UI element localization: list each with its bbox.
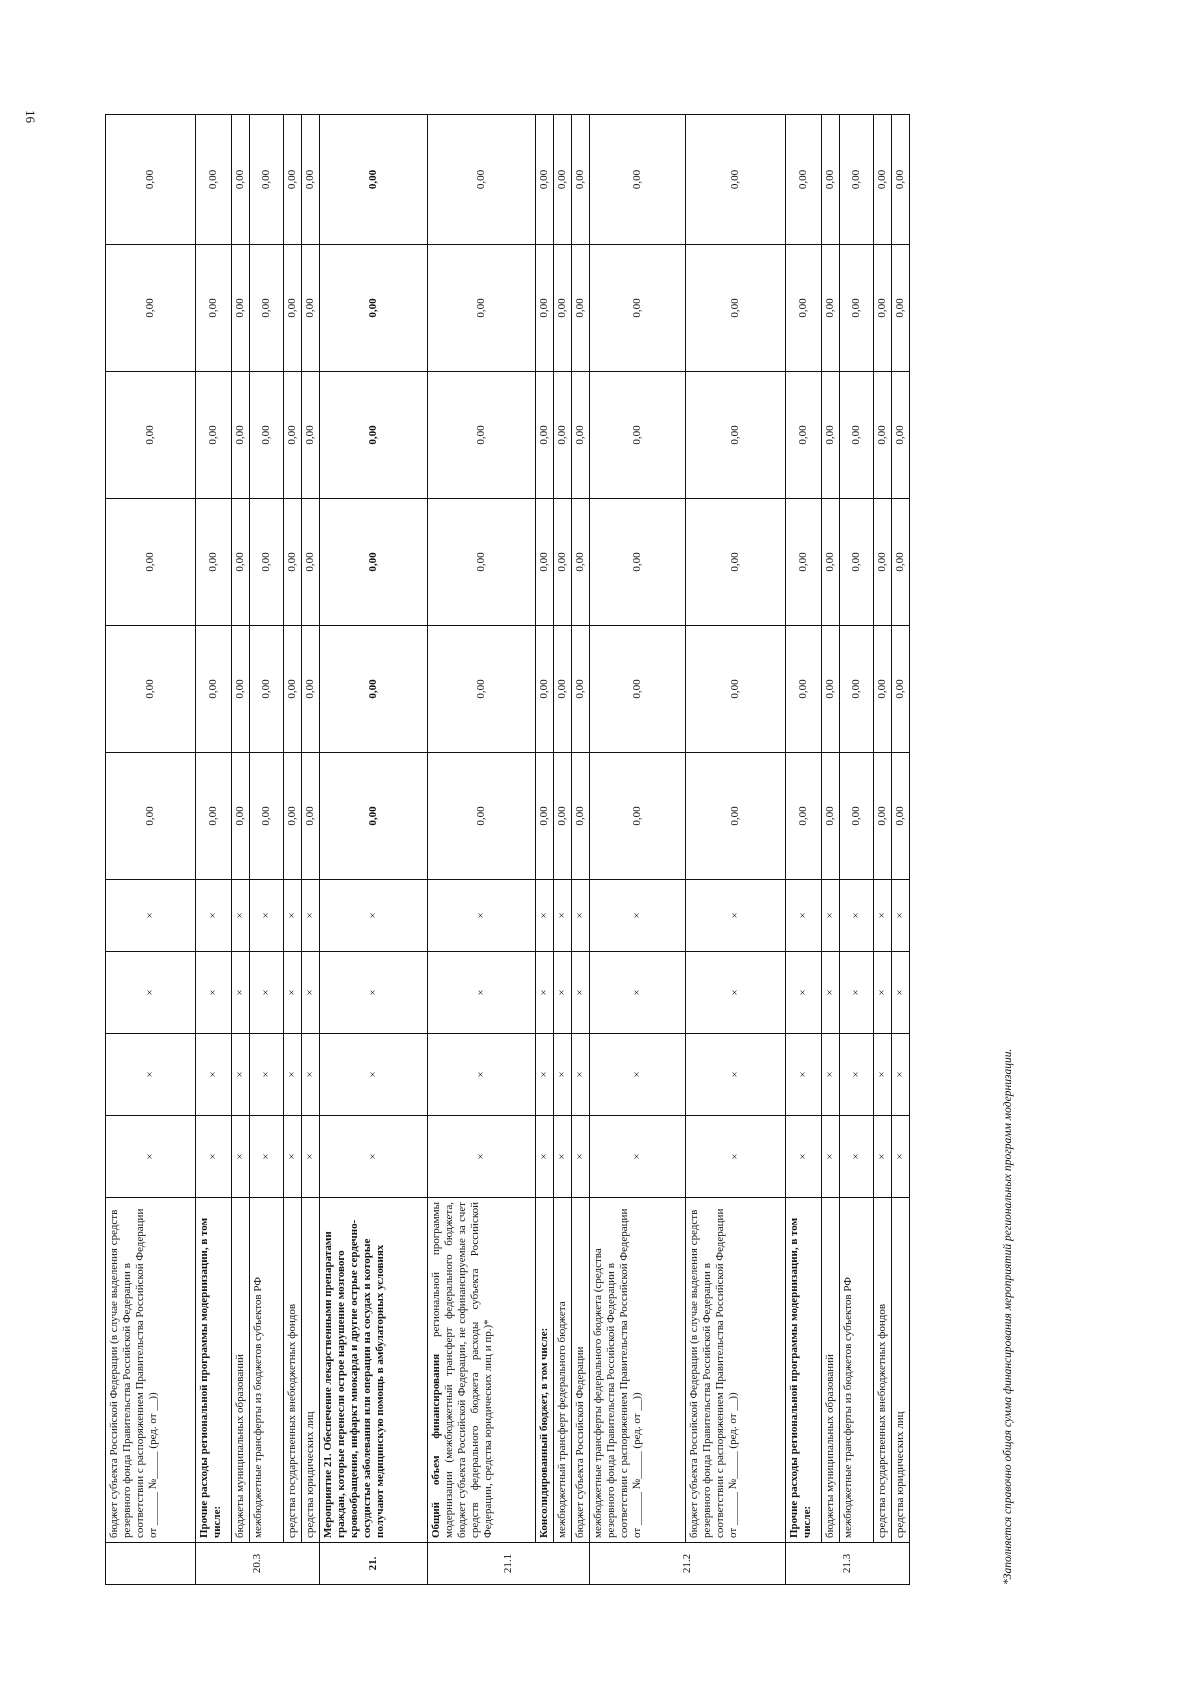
cross-cell: × — [536, 1116, 554, 1198]
row-description: межбюджетные трансферты из бюджетов субъектов РФ — [840, 1198, 874, 1543]
cross-cell: × — [106, 952, 196, 1034]
value-cell: 0,00 — [284, 626, 302, 753]
value-cell: 0,00 — [428, 499, 536, 626]
value-cell: 0,00 — [284, 753, 302, 880]
cross-cell: × — [428, 1034, 536, 1116]
value-cell: 0,00 — [232, 245, 250, 372]
cross-cell: × — [840, 952, 874, 1034]
table-row — [840, 115, 874, 1585]
value-cell: 0,00 — [428, 115, 536, 245]
value-cell: 0,00 — [892, 626, 910, 753]
cross-cell: × — [536, 880, 554, 952]
value-cell: 0,00 — [786, 372, 822, 499]
table-row — [572, 115, 590, 1585]
value-cell: 0,00 — [686, 753, 786, 880]
cross-cell: × — [686, 1034, 786, 1116]
value-cell: 0,00 — [106, 372, 196, 499]
table-row — [232, 115, 250, 1585]
cross-cell: × — [302, 1034, 320, 1116]
cross-cell: × — [590, 1116, 686, 1198]
value-cell: 0,00 — [428, 753, 536, 880]
value-cell: 0,00 — [786, 245, 822, 372]
value-cell: 0,00 — [320, 499, 428, 626]
cross-cell: × — [892, 1034, 910, 1116]
row-number: 21.2 — [590, 1543, 786, 1585]
cross-cell: × — [428, 1116, 536, 1198]
value-cell: 0,00 — [196, 753, 232, 880]
table-row — [196, 115, 232, 1585]
value-cell: 0,00 — [106, 245, 196, 372]
table-row — [536, 115, 554, 1585]
table-row — [590, 115, 686, 1585]
row-number: 20.3 — [196, 1543, 320, 1585]
value-cell: 0,00 — [196, 499, 232, 626]
value-cell: 0,00 — [840, 245, 874, 372]
value-cell: 0,00 — [536, 372, 554, 499]
row-description: бюджет субъекта Российской Федерации (в случае выделения средств резервного фонда Правительства Российской Федерации в соответствии с распоряжением Правительства Российской Федерации от ______ №_____ (ред. от __)) — [686, 1198, 786, 1543]
row-description: Мероприятие 21. Обеспечение лекарственными препаратами граждан, которые перенесли острое нарушение мозгового кровообращения, инфаркт миокарда и другие острые сердечно-сосудистые заболевания или операции на сосудах и которые получают медицинскую помощь в амбулаторных условиях — [320, 1198, 428, 1543]
cross-cell: × — [590, 1034, 686, 1116]
table-row — [428, 115, 536, 1585]
value-cell: 0,00 — [232, 753, 250, 880]
value-cell: 0,00 — [106, 115, 196, 245]
table-row — [284, 115, 302, 1585]
cross-cell: × — [302, 952, 320, 1034]
row-description: Прочие расходы региональной программы модернизации, в том числе: — [786, 1198, 822, 1543]
value-cell: 0,00 — [786, 626, 822, 753]
cross-cell: × — [250, 880, 284, 952]
value-cell: 0,00 — [250, 245, 284, 372]
table-row — [874, 115, 892, 1585]
value-cell: 0,00 — [572, 245, 590, 372]
cross-cell: × — [840, 1116, 874, 1198]
cross-cell: × — [554, 952, 572, 1034]
cross-cell: × — [874, 1034, 892, 1116]
value-cell: 0,00 — [302, 115, 320, 245]
cross-cell: × — [302, 880, 320, 952]
value-cell: 0,00 — [874, 499, 892, 626]
value-cell: 0,00 — [428, 372, 536, 499]
cross-cell: × — [196, 880, 232, 952]
value-cell: 0,00 — [786, 115, 822, 245]
cross-cell: × — [250, 952, 284, 1034]
cross-cell: × — [822, 880, 840, 952]
cross-cell: × — [572, 1034, 590, 1116]
value-cell: 0,00 — [786, 753, 822, 880]
cross-cell: × — [554, 1116, 572, 1198]
value-cell: 0,00 — [302, 499, 320, 626]
value-cell: 0,00 — [590, 245, 686, 372]
cross-cell: × — [232, 1034, 250, 1116]
value-cell: 0,00 — [250, 753, 284, 880]
table-row — [686, 115, 786, 1585]
value-cell: 0,00 — [686, 499, 786, 626]
row-description: бюджеты муниципальных образований — [822, 1198, 840, 1543]
budget-table — [105, 114, 910, 1585]
value-cell: 0,00 — [590, 626, 686, 753]
value-cell: 0,00 — [572, 499, 590, 626]
cross-cell: × — [536, 952, 554, 1034]
value-cell: 0,00 — [232, 499, 250, 626]
value-cell: 0,00 — [284, 372, 302, 499]
value-cell: 0,00 — [196, 626, 232, 753]
value-cell: 0,00 — [250, 372, 284, 499]
value-cell: 0,00 — [554, 626, 572, 753]
value-cell: 0,00 — [284, 499, 302, 626]
value-cell: 0,00 — [686, 626, 786, 753]
row-description: межбюджетный трансферт федерального бюджета — [554, 1198, 572, 1543]
value-cell: 0,00 — [302, 626, 320, 753]
table-row — [554, 115, 572, 1585]
cross-cell: × — [686, 1116, 786, 1198]
row-description: бюджет субъекта Российской Федерации — [572, 1198, 590, 1543]
cross-cell: × — [428, 952, 536, 1034]
cross-cell: × — [536, 1034, 554, 1116]
value-cell: 0,00 — [536, 245, 554, 372]
value-cell: 0,00 — [840, 372, 874, 499]
row-description: средства юридических лиц — [892, 1198, 910, 1543]
value-cell: 0,00 — [284, 245, 302, 372]
cross-cell: × — [284, 1116, 302, 1198]
cross-cell: × — [786, 880, 822, 952]
row-number: 21. — [320, 1543, 428, 1585]
cross-cell: × — [232, 1116, 250, 1198]
cross-cell: × — [106, 1034, 196, 1116]
footnote: *Заполняется справочно общая сумма финансирования мероприятий региональных программ модернизации. — [1002, 1048, 1014, 1585]
row-description: Консолидированный бюджет, в том числе: — [536, 1198, 554, 1543]
value-cell: 0,00 — [196, 115, 232, 245]
value-cell: 0,00 — [554, 753, 572, 880]
cross-cell: × — [840, 1034, 874, 1116]
value-cell: 0,00 — [590, 115, 686, 245]
row-description: средства юридических лиц — [302, 1198, 320, 1543]
value-cell: 0,00 — [892, 499, 910, 626]
value-cell: 0,00 — [892, 753, 910, 880]
value-cell: 0,00 — [250, 626, 284, 753]
cross-cell: × — [590, 952, 686, 1034]
value-cell: 0,00 — [106, 499, 196, 626]
cross-cell: × — [554, 1034, 572, 1116]
value-cell: 0,00 — [554, 115, 572, 245]
cross-cell: × — [284, 952, 302, 1034]
row-description: средства государственных внебюджетных фондов — [284, 1198, 302, 1543]
table-row — [106, 115, 196, 1585]
row-number — [106, 1543, 196, 1585]
table-row — [786, 115, 822, 1585]
value-cell: 0,00 — [572, 753, 590, 880]
value-cell: 0,00 — [250, 115, 284, 245]
value-cell: 0,00 — [428, 245, 536, 372]
value-cell: 0,00 — [196, 372, 232, 499]
value-cell: 0,00 — [840, 626, 874, 753]
table-row — [822, 115, 840, 1585]
value-cell: 0,00 — [232, 372, 250, 499]
row-description: Прочие расходы региональной программы модернизации, в том числе: — [196, 1198, 232, 1543]
cross-cell: × — [892, 880, 910, 952]
table-row — [250, 115, 284, 1585]
value-cell: 0,00 — [572, 115, 590, 245]
value-cell: 0,00 — [554, 372, 572, 499]
cross-cell: × — [874, 880, 892, 952]
value-cell: 0,00 — [320, 753, 428, 880]
value-cell: 0,00 — [892, 372, 910, 499]
value-cell: 0,00 — [320, 115, 428, 245]
value-cell: 0,00 — [892, 245, 910, 372]
cross-cell: × — [822, 1034, 840, 1116]
value-cell: 0,00 — [536, 115, 554, 245]
value-cell: 0,00 — [874, 245, 892, 372]
value-cell: 0,00 — [554, 245, 572, 372]
cross-cell: × — [232, 952, 250, 1034]
value-cell: 0,00 — [786, 499, 822, 626]
value-cell: 0,00 — [320, 245, 428, 372]
row-number: 21.3 — [786, 1543, 910, 1585]
value-cell: 0,00 — [536, 753, 554, 880]
budget-table-body — [106, 115, 910, 1585]
cross-cell: × — [284, 880, 302, 952]
cross-cell: × — [840, 880, 874, 952]
value-cell: 0,00 — [320, 626, 428, 753]
value-cell: 0,00 — [686, 372, 786, 499]
row-number: 21.1 — [428, 1543, 590, 1585]
value-cell: 0,00 — [822, 372, 840, 499]
cross-cell: × — [590, 880, 686, 952]
value-cell: 0,00 — [302, 753, 320, 880]
cross-cell: × — [686, 952, 786, 1034]
row-description: межбюджетные трансферты из бюджетов субъектов РФ — [250, 1198, 284, 1543]
value-cell: 0,00 — [590, 372, 686, 499]
cross-cell: × — [196, 952, 232, 1034]
cross-cell: × — [874, 952, 892, 1034]
value-cell: 0,00 — [874, 753, 892, 880]
cross-cell: × — [196, 1116, 232, 1198]
value-cell: 0,00 — [822, 753, 840, 880]
value-cell: 0,00 — [536, 499, 554, 626]
cross-cell: × — [284, 1034, 302, 1116]
value-cell: 0,00 — [554, 499, 572, 626]
cross-cell: × — [686, 880, 786, 952]
cross-cell: × — [822, 1116, 840, 1198]
cross-cell: × — [572, 952, 590, 1034]
cross-cell: × — [554, 880, 572, 952]
row-description: бюджет субъекта Российской Федерации (в случае выделения средств резервного фонда Правительства Российской Федерации в соответствии с распоряжением Правительства Российской Федерации от ______ №_____ (ред. от __)) — [106, 1198, 196, 1543]
cross-cell: × — [232, 880, 250, 952]
table-row — [320, 115, 428, 1585]
cross-cell: × — [320, 952, 428, 1034]
value-cell: 0,00 — [840, 499, 874, 626]
value-cell: 0,00 — [320, 372, 428, 499]
cross-cell: × — [320, 1034, 428, 1116]
row-description: бюджеты муниципальных образований — [232, 1198, 250, 1543]
value-cell: 0,00 — [196, 245, 232, 372]
cross-cell: × — [786, 1034, 822, 1116]
value-cell: 0,00 — [874, 115, 892, 245]
cross-cell: × — [106, 880, 196, 952]
value-cell: 0,00 — [590, 499, 686, 626]
value-cell: 0,00 — [250, 499, 284, 626]
cross-cell: × — [320, 1116, 428, 1198]
value-cell: 0,00 — [106, 753, 196, 880]
value-cell: 0,00 — [892, 115, 910, 245]
value-cell: 0,00 — [874, 626, 892, 753]
table-row — [892, 115, 910, 1585]
value-cell: 0,00 — [536, 626, 554, 753]
value-cell: 0,00 — [232, 115, 250, 245]
value-cell: 0,00 — [590, 753, 686, 880]
value-cell: 0,00 — [840, 115, 874, 245]
cross-cell: × — [786, 952, 822, 1034]
cross-cell: × — [572, 880, 590, 952]
cross-cell: × — [196, 1034, 232, 1116]
cross-cell: × — [874, 1116, 892, 1198]
value-cell: 0,00 — [822, 115, 840, 245]
value-cell: 0,00 — [874, 372, 892, 499]
value-cell: 0,00 — [822, 245, 840, 372]
cross-cell: × — [892, 952, 910, 1034]
value-cell: 0,00 — [572, 372, 590, 499]
rotated-page-content — [105, 115, 1014, 1585]
value-cell: 0,00 — [572, 626, 590, 753]
row-description: средства государственных внебюджетных фондов — [874, 1198, 892, 1543]
value-cell: 0,00 — [686, 245, 786, 372]
row-description: межбюджетные трансферты федерального бюджета (средства резервного фонда Правительства Российской Федерации в соответствии с распоряжением Правительства Российской Федерации от ______ №_____ (ред. от __)) — [590, 1198, 686, 1543]
cross-cell: × — [822, 952, 840, 1034]
value-cell: 0,00 — [840, 753, 874, 880]
page-number: 16 — [23, 110, 38, 123]
cross-cell: × — [250, 1034, 284, 1116]
cross-cell: × — [572, 1116, 590, 1198]
cross-cell: × — [320, 880, 428, 952]
cross-cell: × — [428, 880, 536, 952]
cross-cell: × — [786, 1116, 822, 1198]
value-cell: 0,00 — [822, 626, 840, 753]
table-row — [302, 115, 320, 1585]
cross-cell: × — [250, 1116, 284, 1198]
value-cell: 0,00 — [302, 372, 320, 499]
cross-cell: × — [302, 1116, 320, 1198]
value-cell: 0,00 — [686, 115, 786, 245]
value-cell: 0,00 — [106, 626, 196, 753]
cross-cell: × — [892, 1116, 910, 1198]
value-cell: 0,00 — [428, 626, 536, 753]
row-description: Общий объем финансирования региональной программы модернизации (межбюджетный трансферт федерального бюджета, бюджет субъекта Российской Федерации, не софинансируемые за счет средств федерального бюджета расходы субъекта Российской Федерации, средства юридических лиц и пр.)* — [428, 1198, 536, 1543]
value-cell: 0,00 — [822, 499, 840, 626]
value-cell: 0,00 — [302, 245, 320, 372]
value-cell: 0,00 — [284, 115, 302, 245]
cross-cell: × — [106, 1116, 196, 1198]
value-cell: 0,00 — [232, 626, 250, 753]
